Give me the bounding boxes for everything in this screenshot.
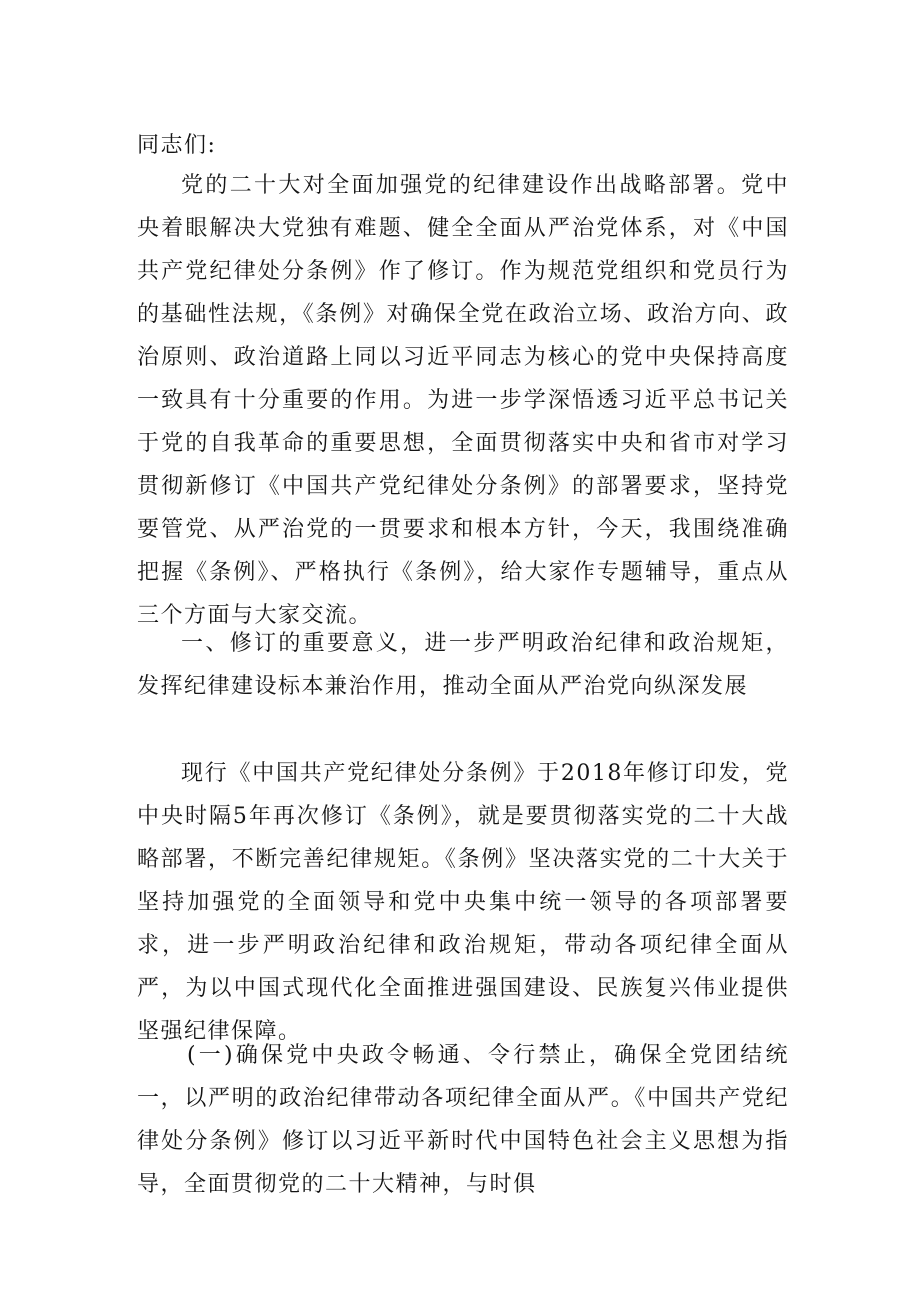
salutation: 同志们: <box>137 133 217 158</box>
subsection-one-paragraph: (一)确保党中央政令畅通、令行禁止，确保全党团结统一，以严明的政治纪律带动各项纪律全面从严。《中国共产党纪律处分条例》修订以习近平新时代中国特色社会主义思想为指导，全面贯彻党的二十大精神，与时俱 <box>137 1043 789 1197</box>
section-heading-one: 一、修订的重要意义，进一步严明政治纪律和政治规矩，发挥纪律建设标本兼治作用，推动全面从严治党向纵深发展 <box>137 631 789 699</box>
section-one-paragraph: 现行《中国共产党纪律处分条例》于2018年修订印发，党中央时隔5年再次修订《条例》，就是要贯彻落实党的二十大战略部署，不断完善纪律规矩。《条例》坚决落实党的二十大关于坚持加强党的全面领导和党中央集中统一领导的各项部署要求，进一步严明政治纪律和政治规矩，带动各项纪律全面从严，为以中国式现代化全面推进强国建设、民族复兴伟业提供坚强纪律保障。 <box>137 761 789 1044</box>
intro-paragraph: 党的二十大对全面加强党的纪律建设作出战略部署。党中央着眼解决大党独有难题、健全全面从严治党体系，对《中国共产党纪律处分条例》作了修订。作为规范党组织和党员行为的基础性法规，《条例》对确保全党在政治立场、政治方向、政治原则、政治道路上同以习近平同志为核心的党中央保持高度一致具有十分重要的作用。为进一步学深悟透习近平总书记关于党的自我革命的重要思想，全面贯彻落实中央和省市对学习贯彻新修订《中国共产党纪律处分条例》的部署要求，坚持党要管党、从严治党的一贯要求和根本方针，今天，我围绕准确把握《条例》、严格执行《条例》，给大家作专题辅导，重点从三个方面与大家交流。 <box>137 173 789 628</box>
